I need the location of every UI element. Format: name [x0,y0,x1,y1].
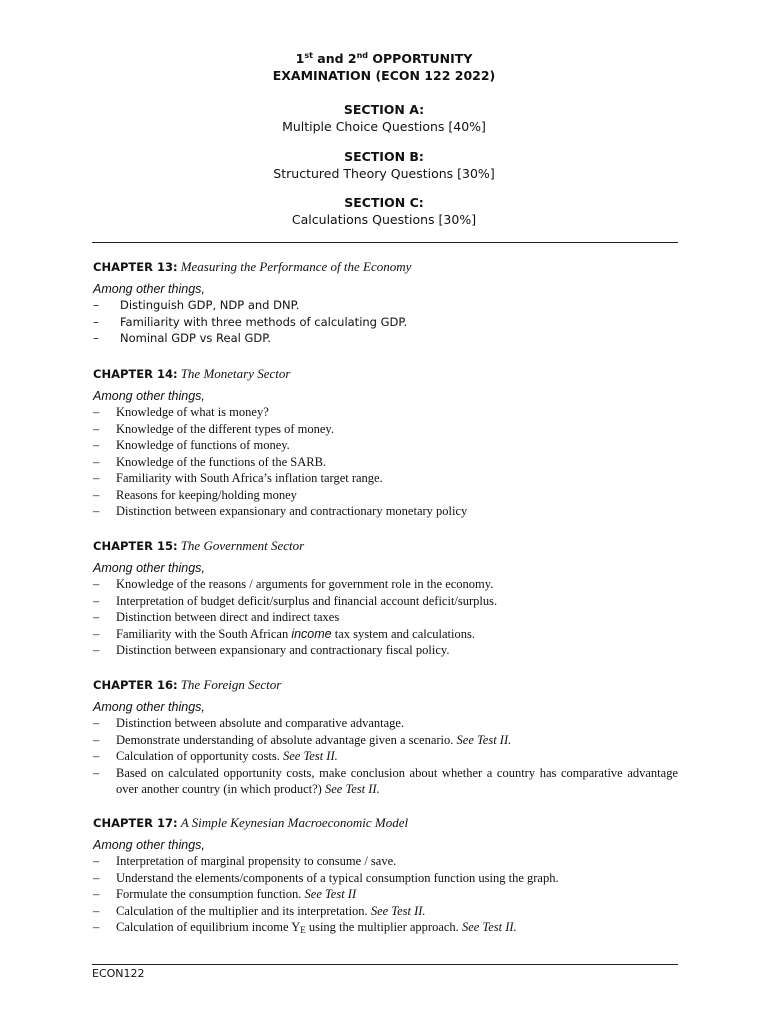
list-item: – Knowledge of what is money? [93,405,269,419]
section-desc: Calculations Questions [30%] [291,212,477,227]
list-item: – Interpretation of marginal propensity to consume / save. [93,854,397,868]
exam-header [0,50,768,84]
among-other-things: Among other things, [93,838,205,852]
chapter-15 [93,537,678,659]
list-item: – Formulate the consumption function. See Test II [93,887,357,901]
section-title: SECTION A: [343,102,425,117]
list-item: – Calculation of opportunity costs. See Test II. [93,749,338,763]
chapter-17 [93,814,678,939]
section-desc: Structured Theory Questions [30%] [273,166,495,181]
list-item: – Based on calculated opportunity costs, make conclusion about whether a country has comparative advantage over another country (in which product?) See Test II. [93,765,678,796]
list-item: – Familiarity with South Africa’s inflation target range. [93,471,383,485]
list-item: – Reasons for keeping/holding money [93,487,297,502]
list-item: – Nominal GDP vs Real GDP. [93,331,272,345]
list-item: – Familiarity with the South African income tax system and calculations. [93,626,475,641]
list-item: – Distinction between expansionary and contractionary monetary policy [93,504,468,518]
exam-title-line1: 1st and 2nd OPPORTUNITY [295,50,473,66]
list-item: – Knowledge of the functions of the SARB. [93,454,327,469]
among-other-things: Among other things, [93,700,205,714]
header-divider [92,242,678,243]
chapter-15-list [93,576,678,659]
chapter-13 [93,258,678,347]
among-other-things: Among other things, [93,561,205,575]
list-item: – Understand the elements/components of a typical consumption function using the graph. [93,870,559,885]
chapter-16 [93,676,678,798]
chapter-heading: CHAPTER 17: A Simple Keynesian Macroeconomic Model [93,815,409,830]
chapter-16-list [93,715,678,798]
exam-title-line2: EXAMINATION (ECON 122 2022) [272,68,496,83]
list-item: – Distinction between direct and indirect taxes [93,610,340,624]
list-item: – Knowledge of the different types of money. [93,421,334,436]
section-c [0,194,768,228]
section-desc: Multiple Choice Questions [40%] [282,119,486,134]
chapter-13-list [93,297,678,347]
chapter-14-list [93,404,678,520]
chapter-heading: CHAPTER 16: The Foreign Sector [93,677,282,692]
among-other-things: Among other things, [93,282,205,296]
list-item: – Knowledge of the reasons / arguments for government role in the economy. [93,577,494,591]
chapter-17-list [93,853,678,939]
list-item: – Distinction between expansionary and contractionary fiscal policy. [93,643,450,657]
list-item: – Familiarity with three methods of calculating GDP. [93,314,408,329]
list-item: – Calculation of the multiplier and its interpretation. See Test II. [93,903,426,918]
section-title: SECTION B: [344,149,424,164]
list-item: – Distinguish GDP, NDP and DNP. [93,298,300,312]
list-item: – Distinction between absolute and comparative advantage. [93,716,405,730]
chapter-14 [93,365,678,520]
chapter-heading: CHAPTER 14: The Monetary Sector [93,366,291,381]
section-a [0,101,768,135]
chapter-heading: CHAPTER 15: The Government Sector [93,538,305,553]
list-item: – Knowledge of functions of money. [93,438,290,452]
list-item: – Calculation of equilibrium income $Y_E$ using the multiplier approach. See Test II. [93,920,517,935]
section-b [0,148,768,182]
footer-divider [92,964,678,965]
footer-label: ECON122 [92,967,145,980]
section-title: SECTION C: [344,195,424,210]
list-item: – Demonstrate understanding of absolute advantage given a scenario. See Test II. [93,732,512,747]
among-other-things: Among other things, [93,389,205,403]
chapter-heading: CHAPTER 13: Measuring the Performance of the Economy [93,259,412,274]
list-item: – Interpretation of budget deficit/surplus and financial account deficit/surplus. [93,593,498,608]
